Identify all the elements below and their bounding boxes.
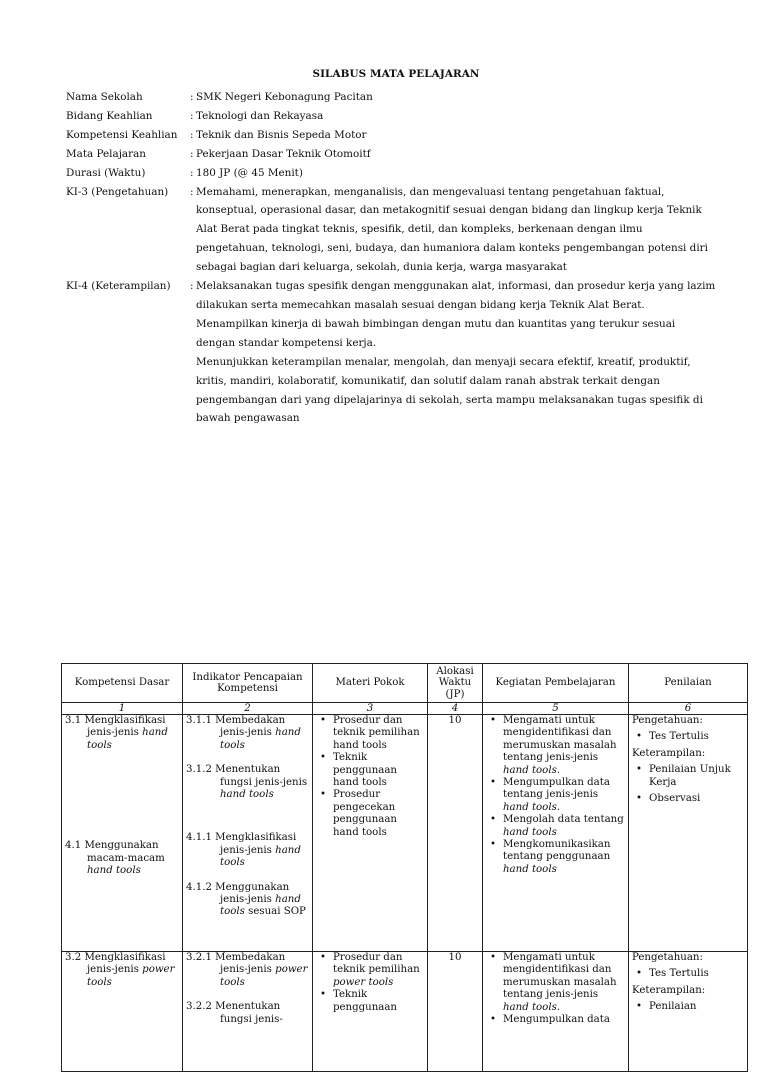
column-number: 2 — [183, 703, 313, 715]
info-label: Kompetensi Keahlian — [66, 128, 178, 141]
list-item: • Mengolah data tentang hand tools — [503, 814, 625, 839]
list-item: • Tes Tertulis — [649, 968, 744, 980]
cell-indikator — [183, 715, 313, 952]
header-kegiatan: Kegiatan Pembelajaran — [483, 664, 629, 703]
list-item: • Tes Tertulis — [649, 731, 744, 743]
table-row — [62, 715, 748, 952]
ki3-row: KI-3 (Pengetahuan) : Memahami, menerapkan, menganalisis, dan mengevaluasi tentang pengetahuan faktual, konseptual, operasional dasar, dan metakognitif sesuai dengan bidang dan lingkup kerja Teknik Alat Berat pada tingkat teknis, spesifik, detil, dan kompleks, berkenaan dengan ilmu pengetahuan, teknologi, seni, budaya, dan humaniora dalam konteks pengembangan potensi diri sebagai bagian dari keluarga, sekolah, dunia kerja, warga masyarakat — [66, 183, 716, 278]
info-row: Kompetensi Keahlian : Teknik dan Bisnis Sepeda Motor — [66, 126, 716, 145]
column-number: 5 — [483, 703, 629, 715]
list-item: • Teknik penggunaan hand tools — [333, 752, 424, 789]
column-number: 1 — [62, 703, 183, 715]
penilaian-keterampilan-label: Keterampilan: — [632, 984, 706, 996]
penilaian-pengetahuan-label: Pengetahuan: — [632, 715, 703, 726]
indicator-item: 3.1.2 Menentukan fungsi jenis-jenis hand tools — [186, 764, 308, 801]
ki4-text-2: Menunjukkan keterampilan menalar, mengolah, dan menyaji secara efektif, kreatif, produktif, kritis, mandiri, kolaboratif, komunikatif, dan solutif dalam ranah abstrak terkait dengan pengembangan dari yang dipelajarinya di sekolah, serta mampu melaksanakan tugas spesifik di bawah pengawasan — [196, 355, 703, 425]
cell-kegiatan — [483, 715, 629, 952]
list-item: • Mengamati untuk mengidentifikasi dan merumuskan masalah tentang jenis-jenis hand tools. — [503, 952, 625, 1014]
table-row — [62, 952, 748, 1072]
column-number: 3 — [313, 703, 428, 715]
list-item: • Observasi — [649, 793, 744, 805]
list-item: • Teknik penggunaan — [333, 989, 424, 1014]
info-value: 180 JP (@ 45 Menit) — [196, 166, 303, 179]
cell-kegiatan — [483, 952, 629, 1072]
info-value: SMK Negeri Kebonagung Pacitan — [196, 91, 373, 103]
list-item: • Mengumpulkan data — [503, 1014, 625, 1026]
document-title: SILABUS MATA PELAJARAN — [312, 68, 480, 80]
ki4-row: KI-4 (Keterampilan) : Melaksanakan tugas spesifik dengan menggunakan alat, informasi, dan prosedur kerja yang lazim dilakukan serta memecahkan masalah sesuai dengan bidang kerja Teknik Alat Berat. Menampilkan kinerja di bawah bimbingan dengan mutu dan kuantitas yang terukur sesuai dengan standar kompetensi kerja. Menunjukkan keterampilan menalar, mengolah, dan menyaji secara efektif, kreatif, produktif, kritis, mandiri, kolaboratif, komunikatif, dan solutif dalam ranah abstrak terkait dengan pengembangan dari yang dipelajarinya di sekolah, serta mampu melaksanakan tugas spesifik di bawah pengawasan — [66, 277, 716, 428]
header-materi-pokok: Materi Pokok — [313, 664, 428, 703]
header-kompetensi-dasar: Kompetensi Dasar — [62, 664, 183, 703]
indicator-item: 3.2.1 Membedakan jenis-jenis power tools — [186, 952, 308, 988]
info-label: Nama Sekolah — [66, 91, 143, 103]
ki4-text-1: Melaksanakan tugas spesifik dengan menggunakan alat, informasi, dan prosedur kerja yang lazim dilakukan serta memecahkan masalah sesuai dengan bidang kerja Teknik Alat Berat. Menampilkan kinerja di bawah bimbingan dengan mutu dan kuantitas yang terukur sesuai dengan standar kompetensi kerja. — [196, 280, 716, 349]
header-penilaian: Penilaian — [629, 664, 748, 703]
table-header-row — [62, 664, 748, 703]
indicator-item: 4.1.1 Mengklasifikasi jenis-jenis hand tools — [186, 832, 301, 869]
info-row: Mata Pelajaran : Pekerjaan Dasar Teknik Otomoitf — [66, 145, 716, 164]
cell-penilaian — [629, 952, 748, 1072]
info-block — [66, 88, 716, 428]
list-item: • Mengumpulkan data tentang jenis-jenis hand tools. — [503, 777, 625, 814]
list-item: • Prosedur pengecekan penggunaan hand tools — [333, 789, 424, 839]
info-value: Pekerjaan Dasar Teknik Otomoitf — [196, 147, 371, 160]
cell-materi-pokok — [313, 715, 428, 952]
cell-alokasi: 10 — [428, 715, 483, 952]
indicator-item: 4.1.2 Menggunakan jenis-jenis hand tools sesuai SOP — [186, 881, 306, 918]
info-row: Nama Sekolah : SMK Negeri Kebonagung Pacitan — [66, 88, 716, 107]
list-item: • Mengamati untuk mengidentifikasi dan merumuskan masalah tentang jenis-jenis hand tools. — [503, 715, 625, 777]
info-label: Bidang Keahlian — [66, 109, 153, 122]
column-number: 6 — [629, 703, 748, 715]
indicator-item: 3.1.1 Membedakan jenis-jenis hand tools — [186, 715, 301, 751]
ki3-text: Memahami, menerapkan, menganalisis, dan mengevaluasi tentang pengetahuan faktual, konseptual, operasional dasar, dan metakognitif sesuai dengan bidang dan lingkup kerja Teknik Alat Berat pada tingkat teknis, spesifik, detil, dan kompleks, berkenaan dengan ilmu pengetahuan, teknologi, seni, budaya, dan humaniora dalam konteks pengembangan potensi diri sebagai bagian dari keluarga, sekolah, dunia kerja, warga masyarakat — [196, 185, 708, 274]
list-item: • Mengkomunikasikan tentang penggunaan hand tools — [503, 839, 625, 876]
column-number: 4 — [428, 703, 483, 715]
list-item: • Prosedur dan teknik pemilihan hand tools — [333, 715, 424, 752]
list-item: • Penilaian — [649, 1001, 744, 1013]
syllabus-table — [61, 663, 748, 1072]
cell-penilaian — [629, 715, 748, 952]
cell-indikator — [183, 952, 313, 1072]
cell-alokasi: 10 — [428, 952, 483, 1072]
column-number-row — [62, 703, 748, 715]
ki4-label: KI-4 (Keterampilan) — [66, 280, 171, 293]
header-indikator: Indikator Pencapaian Kompetensi — [183, 664, 313, 703]
info-row: Bidang Keahlian : Teknologi dan Rekayasa — [66, 107, 716, 126]
info-value: Teknik dan Bisnis Sepeda Motor — [196, 128, 367, 141]
cell-kompetensi-dasar: 3.1 Mengklasifikasi jenis-jenis hand tools 4.1 Menggunakan macam-macam hand tools — [62, 715, 183, 952]
cell-materi-pokok — [313, 952, 428, 1072]
list-item: • Prosedur dan teknik pemilihan power tools — [333, 952, 424, 989]
info-label: Durasi (Waktu) — [66, 166, 146, 179]
info-label: Mata Pelajaran — [66, 147, 146, 160]
info-row: Durasi (Waktu) : 180 JP (@ 45 Menit) — [66, 164, 716, 183]
list-item: • Penilaian Unjuk Kerja — [649, 764, 744, 789]
info-value: Teknologi dan Rekayasa — [196, 109, 324, 122]
indicator-item: 3.2.2 Menentukan fungsi jenis- — [186, 1001, 283, 1025]
penilaian-pengetahuan-label: Pengetahuan: — [632, 952, 703, 963]
ki3-label: KI-3 (Pengetahuan) — [66, 185, 169, 198]
cell-kompetensi-dasar: 3.2 Mengklasifikasi jenis-jenis power tools — [62, 952, 183, 1072]
penilaian-keterampilan-label: Keterampilan: — [632, 747, 706, 759]
header-alokasi-waktu: Alokasi Waktu (JP) — [428, 664, 483, 703]
